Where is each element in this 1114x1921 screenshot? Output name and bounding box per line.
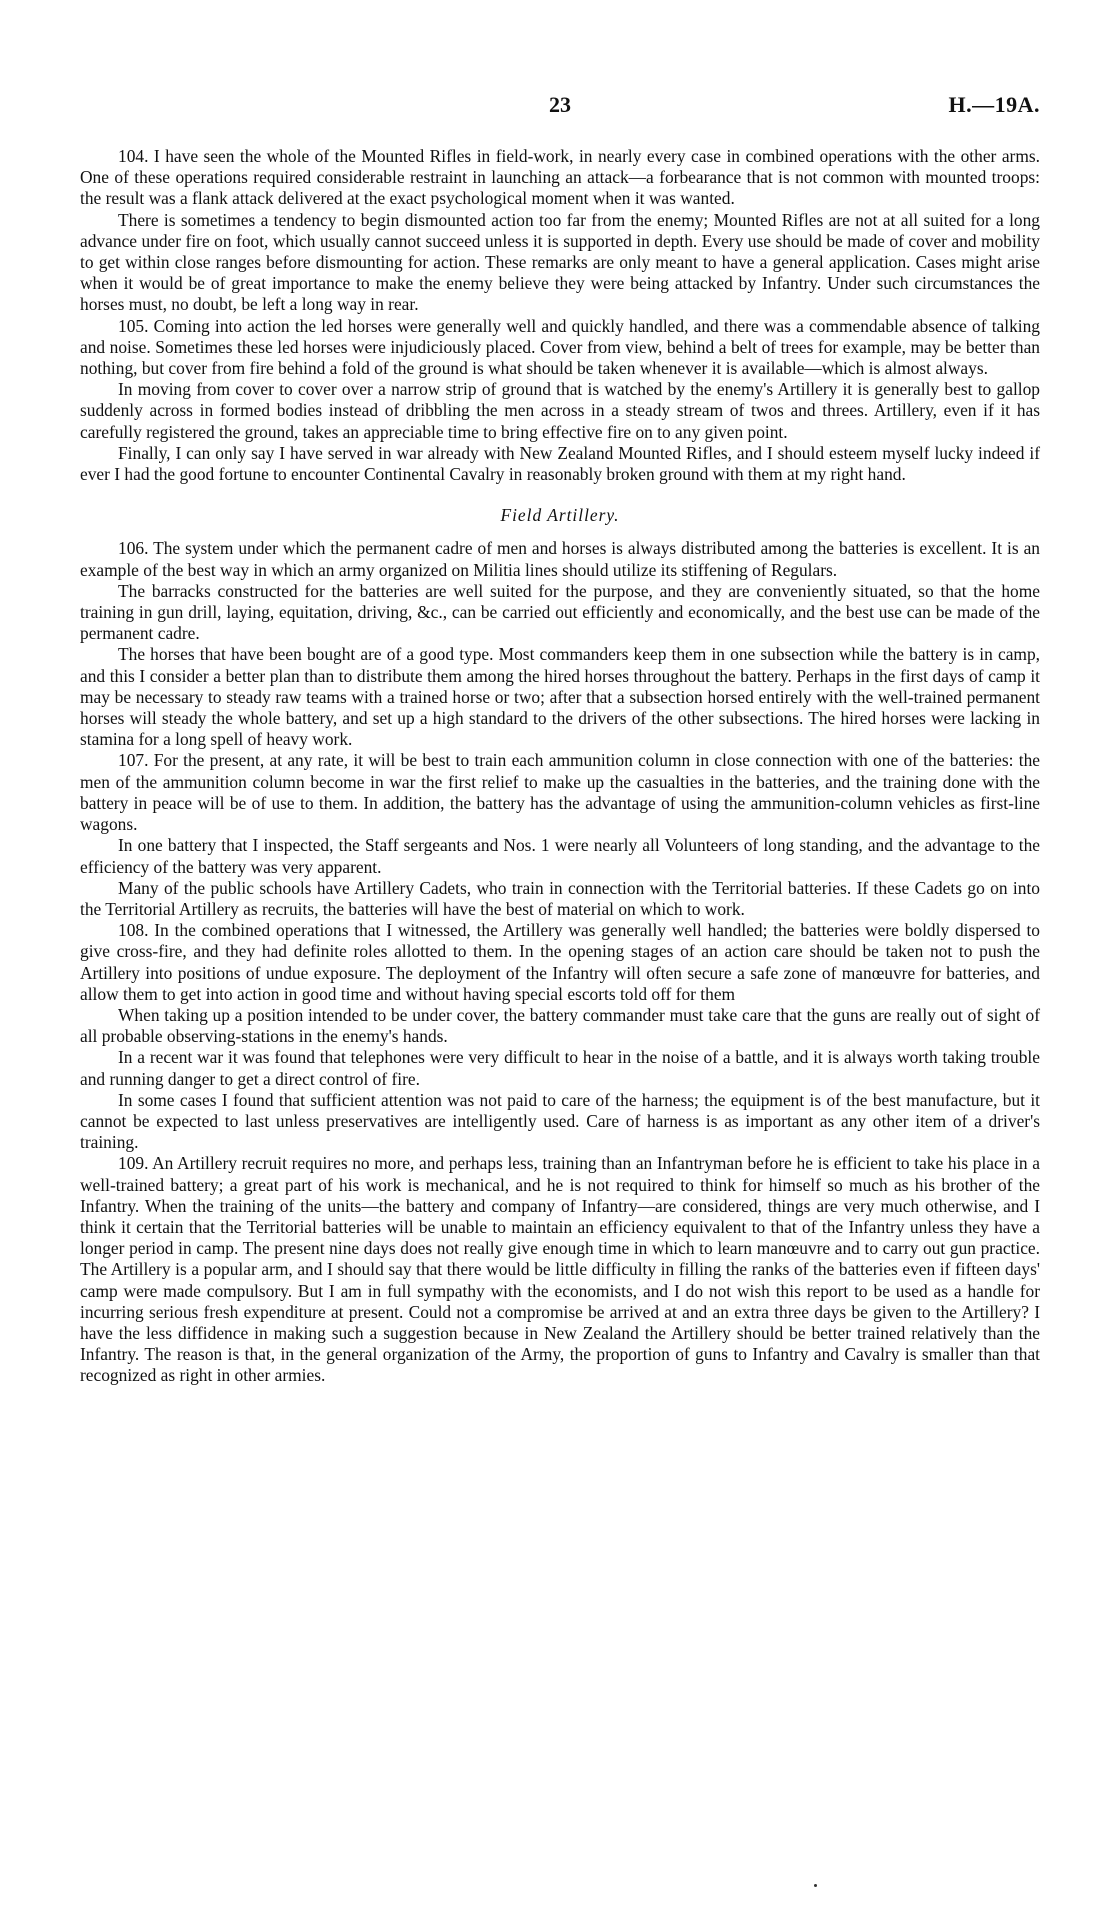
body-text [80, 146, 1040, 1387]
paragraph-106: 106. The system under which the permanent cadre of men and horses is always distributed among the batteries is excellent. It is an example of the best way in which an army organized on Militia lines should utilize its stiffening of Regulars. [80, 538, 1040, 580]
section-heading-field-artillery: Field Artillery. [500, 505, 620, 526]
paragraph-moving-cover: In moving from cover to cover over a narrow strip of ground that is watched by the enemy's Artillery it is generally best to gallop suddenly across in formed bodies instead of dribbling the men across in a steady stream of twos and threes. Artillery, even if it has carefully registered the ground, takes an appreciable time to bring effective fire on to any given point. [80, 379, 1040, 442]
paragraph-telephones: In a recent war it was found that telephones were very difficult to hear in the noise of a battle, and it is always worth taking trouble and running danger to get a direct control of fire. [80, 1047, 1040, 1089]
paragraph-dismounted-action: There is sometimes a tendency to begin dismounted action too far from the enemy; Mounted Rifles are not at all suited for a long advance under fire on foot, which usually cannot succeed unless it is supported in depth. Every use should be made of cover and mobility to get within close ranges before dismounting for action. These remarks are only meant to have a general application. Cases might arise when it would be of great importance to make the enemy believe they were being attacked by Infantry. Under such circumstances the horses must, no doubt, be left a long way in rear. [80, 209, 1040, 315]
paragraph-finally: Finally, I can only say I have served in war already with New Zealand Mounted Rifles, and I should esteem myself lucky indeed if ever I had the good fortune to encounter Continental Cavalry in reasonably broken ground with them at my right hand. [80, 442, 1040, 485]
paragraph-horses: The horses that have been bought are of a good type. Most commanders keep them in one subsection while the battery is in camp, and this I consider a better plan than to distribute them among the hired horses throughout the battery. Perhaps in the first days of camp it may be necessary to steady raw teams with a trained horse or two; after that a subsection horsed entirely with the well-trained permanent horses will steady the whole battery, and set up a high standard to the drivers of the other subsections. The hired horses were lacking in stamina for a long spell of heavy work. [80, 644, 1040, 750]
paragraph-105: 105. Coming into action the led horses were generally well and quickly handled, and there was a commendable absence of talking and noise. Sometimes these led horses were injudiciously placed. Cover from view, behind a belt of trees for example, may be better than nothing, but cover from fire behind a fold of the ground is what should be taken whenever it is available—which is almost always. [80, 315, 1040, 379]
paragraph-staff-sergeants: In one battery that I inspected, the Staff sergeants and Nos. 1 were nearly all Volunteers of long standing, and the advantage to the efficiency of the battery was very apparent. [80, 835, 1040, 877]
paragraph-cover-position: When taking up a position intended to be under cover, the battery commander must take care that the guns are really out of sight of all probable observing-stations in the enemy's hands. [80, 1004, 1040, 1047]
page-header [80, 92, 1040, 132]
document-reference: H.—19A. [948, 92, 1040, 117]
paragraph-barracks: The barracks constructed for the batteries are well suited for the purpose, and they are conveniently situated, so that the home training in gun drill, laying, equitation, driving, &c., can be carried out efficiently and economically, and the best use can be made of the permanent cadre. [80, 580, 1040, 644]
stray-dot-mark [814, 1884, 817, 1887]
paragraph-cadets: Many of the public schools have Artillery Cadets, who train in connection with the Territorial batteries. If these Cadets go on into the Territorial Artillery as recruits, the batteries will have the best of material on which to work. [80, 877, 1040, 919]
paragraph-104: 104. I have seen the whole of the Mounted Rifles in field-work, in nearly every case in combined operations with the other arms. One of these operations required considerable restraint in launching an attack—a forbearance that is not common with mounted troops: the result was a flank attack delivered at the exact psychological moment when it was wanted. [80, 146, 1040, 209]
document-page [80, 92, 1040, 1387]
paragraph-108: 108. In the combined operations that I witnessed, the Artillery was generally well handled; the batteries were boldly dispersed to give cross-fire, and they had definite roles allotted to them. In the opening stages of an action care should be taken not to push the Artillery into positions of undue exposure. The deployment of the Infantry will often secure a safe zone of manœuvre for batteries, and allow them to get into action in good time and without having special escorts told off for them [80, 920, 1040, 1004]
page-number: 23 [549, 92, 571, 117]
paragraph-109: 109. An Artillery recruit requires no more, and perhaps less, training than an Infantryman before he is efficient to take his place in a well-trained battery; a great part of his work is mechanical, and he is not required to think for himself so much as his brother of the Infantry. When the training of the units—the battery and company of Infantry—are considered, things are very much otherwise, and I think it certain that the Territorial batteries will be unable to maintain an efficiency equivalent to that of the Infantry unless they have a longer period in camp. The present nine days does not really give enough time in which to learn manœuvre and to carry out gun practice. The Artillery is a popular arm, and I should say that there would be little difficulty in filling the ranks of the batteries even if fifteen days' camp were made compulsory. But I am in full sympathy with the economists, and I do not wish this report to be used as a handle for incurring serious fresh expenditure at present. Could not a compromise be arrived at and an extra three days be given to the Artillery? I have the less diffidence in making such a suggestion because in New Zealand the Artillery should be better trained relatively than the Infantry. The reason is that, in the general organization of the Army, the proportion of guns to Infantry and Cavalry is smaller than that recognized as right in other armies. [80, 1153, 1040, 1386]
paragraph-harness: In some cases I found that sufficient attention was not paid to care of the harness; the equipment is of the best manufacture, but it cannot be expected to last unless preservatives are intelligently used. Care of harness is as important as any other item of a driver's training. [80, 1089, 1040, 1153]
paragraph-107: 107. For the present, at any rate, it will be best to train each ammunition column in close connection with one of the batteries: the men of the ammunition column become in war the first relief to make up the casualties in the batteries, and the training done with the battery in peace will be of use to them. In addition, the battery has the advantage of using the ammunition-column vehicles as first-line wagons. [80, 750, 1040, 835]
